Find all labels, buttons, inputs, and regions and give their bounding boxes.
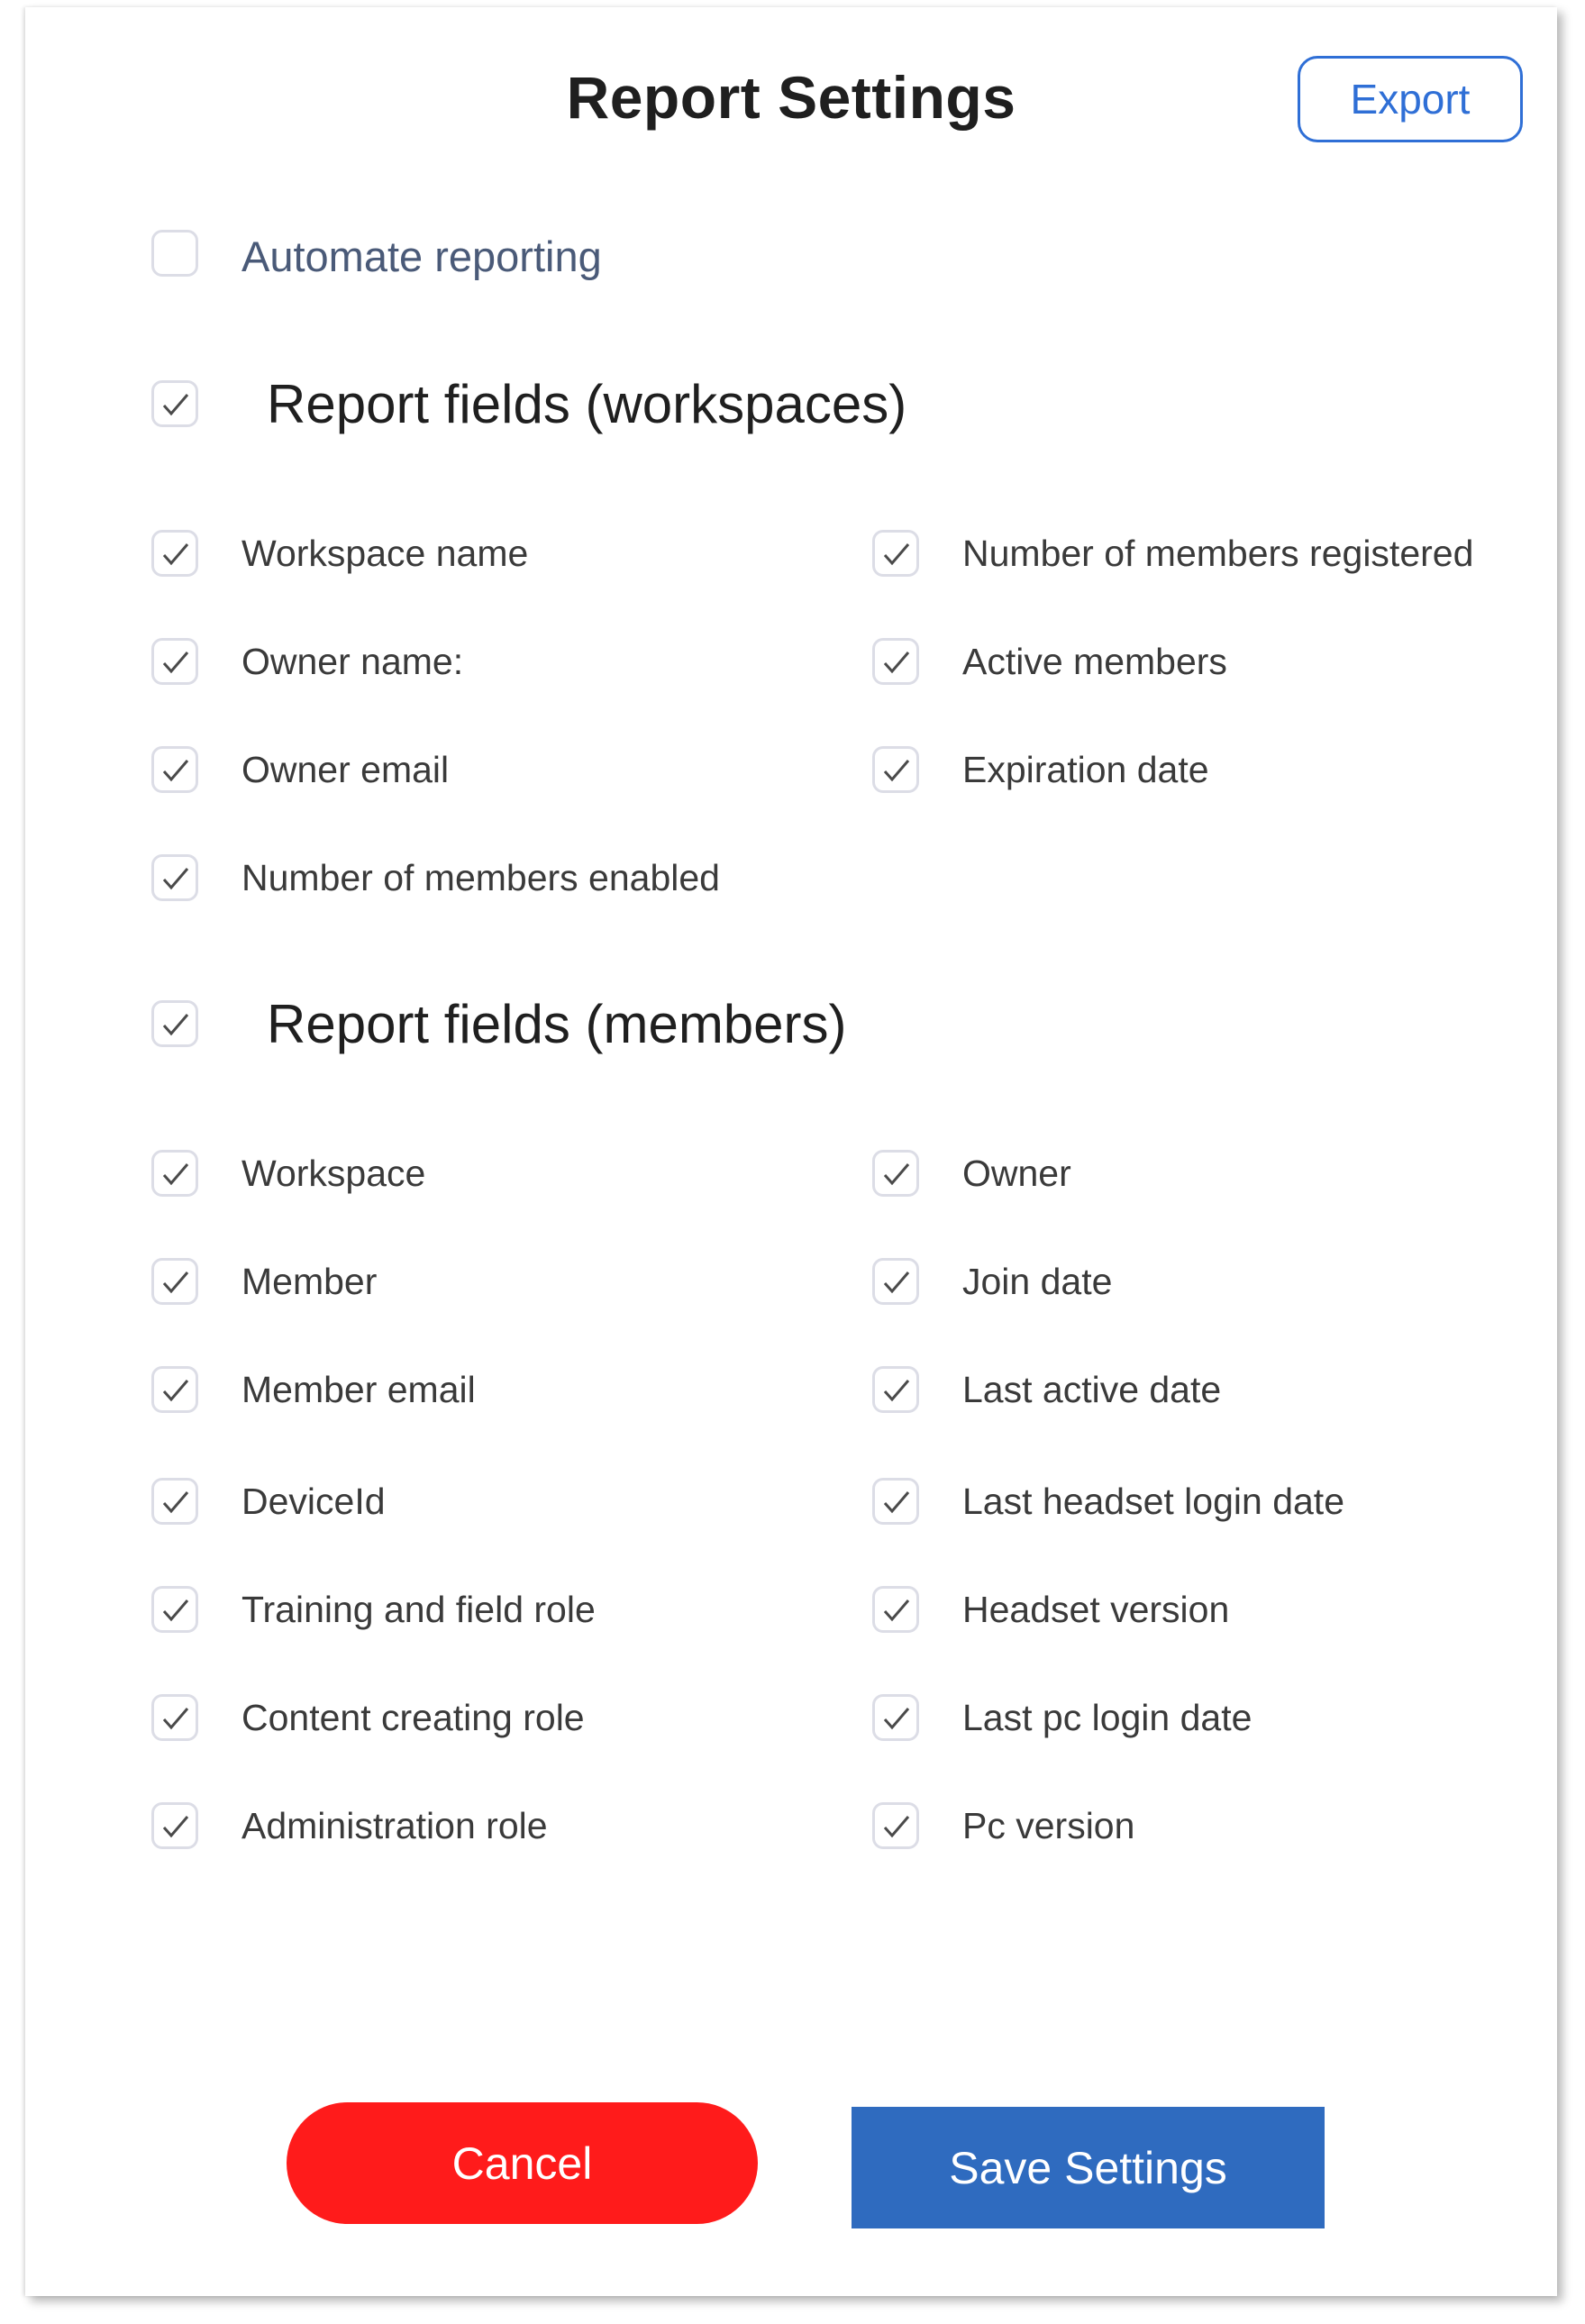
field-label-administration-role: Administration role xyxy=(241,1805,548,1846)
workspaces-section-checkbox[interactable] xyxy=(151,380,198,427)
field-checkbox-members-registered[interactable] xyxy=(872,530,919,577)
field-checkbox-owner[interactable] xyxy=(872,1150,919,1197)
field-label-headset-version: Headset version xyxy=(962,1589,1230,1630)
members-section-checkbox[interactable] xyxy=(151,1000,198,1047)
check-icon xyxy=(879,1593,914,1627)
check-icon xyxy=(159,1265,193,1299)
field-checkbox-expiration-date[interactable] xyxy=(872,746,919,793)
check-icon xyxy=(159,537,193,571)
field-checkbox-owner-name[interactable] xyxy=(151,638,198,685)
field-checkbox-active-members[interactable] xyxy=(872,638,919,685)
field-checkbox-workspace[interactable] xyxy=(151,1150,198,1197)
check-icon xyxy=(159,753,193,788)
field-checkbox-workspace-name[interactable] xyxy=(151,530,198,577)
check-icon xyxy=(879,1701,914,1736)
members-section-title: Report fields (members) xyxy=(267,994,847,1054)
field-label-active-members: Active members xyxy=(962,641,1227,682)
field-label-device-id: DeviceId xyxy=(241,1481,386,1522)
field-label-members-registered: Number of members registered xyxy=(962,533,1474,574)
field-label-member: Member xyxy=(241,1261,378,1302)
check-icon xyxy=(159,1485,193,1519)
field-checkbox-headset-version[interactable] xyxy=(872,1586,919,1633)
report-settings-dialog xyxy=(25,7,1557,2296)
field-label-last-headset-login: Last headset login date xyxy=(962,1481,1344,1522)
field-label-last-active-date: Last active date xyxy=(962,1369,1222,1410)
field-label-owner-email: Owner email xyxy=(241,749,450,790)
field-label-owner-name: Owner name: xyxy=(241,641,464,682)
field-checkbox-last-pc-login[interactable] xyxy=(872,1694,919,1741)
field-label-owner: Owner xyxy=(962,1153,1071,1194)
field-checkbox-members-enabled[interactable] xyxy=(151,854,198,901)
field-label-training-role: Training and field role xyxy=(241,1589,596,1630)
field-checkbox-member[interactable] xyxy=(151,1258,198,1305)
save-settings-button[interactable]: Save Settings xyxy=(852,2107,1325,2228)
check-icon xyxy=(879,1485,914,1519)
field-label-pc-version: Pc version xyxy=(962,1805,1135,1846)
field-checkbox-member-email[interactable] xyxy=(151,1366,198,1413)
check-icon xyxy=(879,753,914,788)
field-checkbox-training-role[interactable] xyxy=(151,1586,198,1633)
check-icon xyxy=(879,645,914,679)
field-checkbox-last-active-date[interactable] xyxy=(872,1366,919,1413)
check-icon xyxy=(159,387,193,422)
field-checkbox-pc-version[interactable] xyxy=(872,1802,919,1849)
check-icon xyxy=(159,1701,193,1736)
field-label-member-email: Member email xyxy=(241,1369,476,1410)
check-icon xyxy=(159,1157,193,1191)
field-checkbox-device-id[interactable] xyxy=(151,1478,198,1525)
check-icon xyxy=(879,1373,914,1408)
field-checkbox-administration-role[interactable] xyxy=(151,1802,198,1849)
field-label-members-enabled: Number of members enabled xyxy=(241,857,720,898)
check-icon xyxy=(159,1373,193,1408)
workspaces-section-title: Report fields (workspaces) xyxy=(267,374,907,434)
field-label-workspace: Workspace xyxy=(241,1153,426,1194)
field-label-last-pc-login: Last pc login date xyxy=(962,1697,1253,1738)
field-checkbox-content-creating-role[interactable] xyxy=(151,1694,198,1741)
export-button[interactable]: Export xyxy=(1298,56,1523,142)
check-icon xyxy=(159,645,193,679)
field-label-join-date: Join date xyxy=(962,1261,1113,1302)
field-checkbox-join-date[interactable] xyxy=(872,1258,919,1305)
check-icon xyxy=(159,861,193,896)
check-icon xyxy=(879,537,914,571)
check-icon xyxy=(159,1593,193,1627)
dialog-title: Report Settings xyxy=(566,64,1016,131)
check-icon xyxy=(879,1809,914,1844)
check-icon xyxy=(159,1007,193,1042)
field-label-workspace-name: Workspace name xyxy=(241,533,529,574)
automate-reporting-checkbox[interactable] xyxy=(151,230,198,277)
automate-reporting-label: Automate reporting xyxy=(241,232,602,280)
check-icon xyxy=(159,1809,193,1844)
field-checkbox-last-headset-login[interactable] xyxy=(872,1478,919,1525)
field-label-content-creating-role: Content creating role xyxy=(241,1697,585,1738)
field-label-expiration-date: Expiration date xyxy=(962,749,1209,790)
cancel-button[interactable]: Cancel xyxy=(287,2102,758,2224)
check-icon xyxy=(879,1265,914,1299)
field-checkbox-owner-email[interactable] xyxy=(151,746,198,793)
check-icon xyxy=(879,1157,914,1191)
